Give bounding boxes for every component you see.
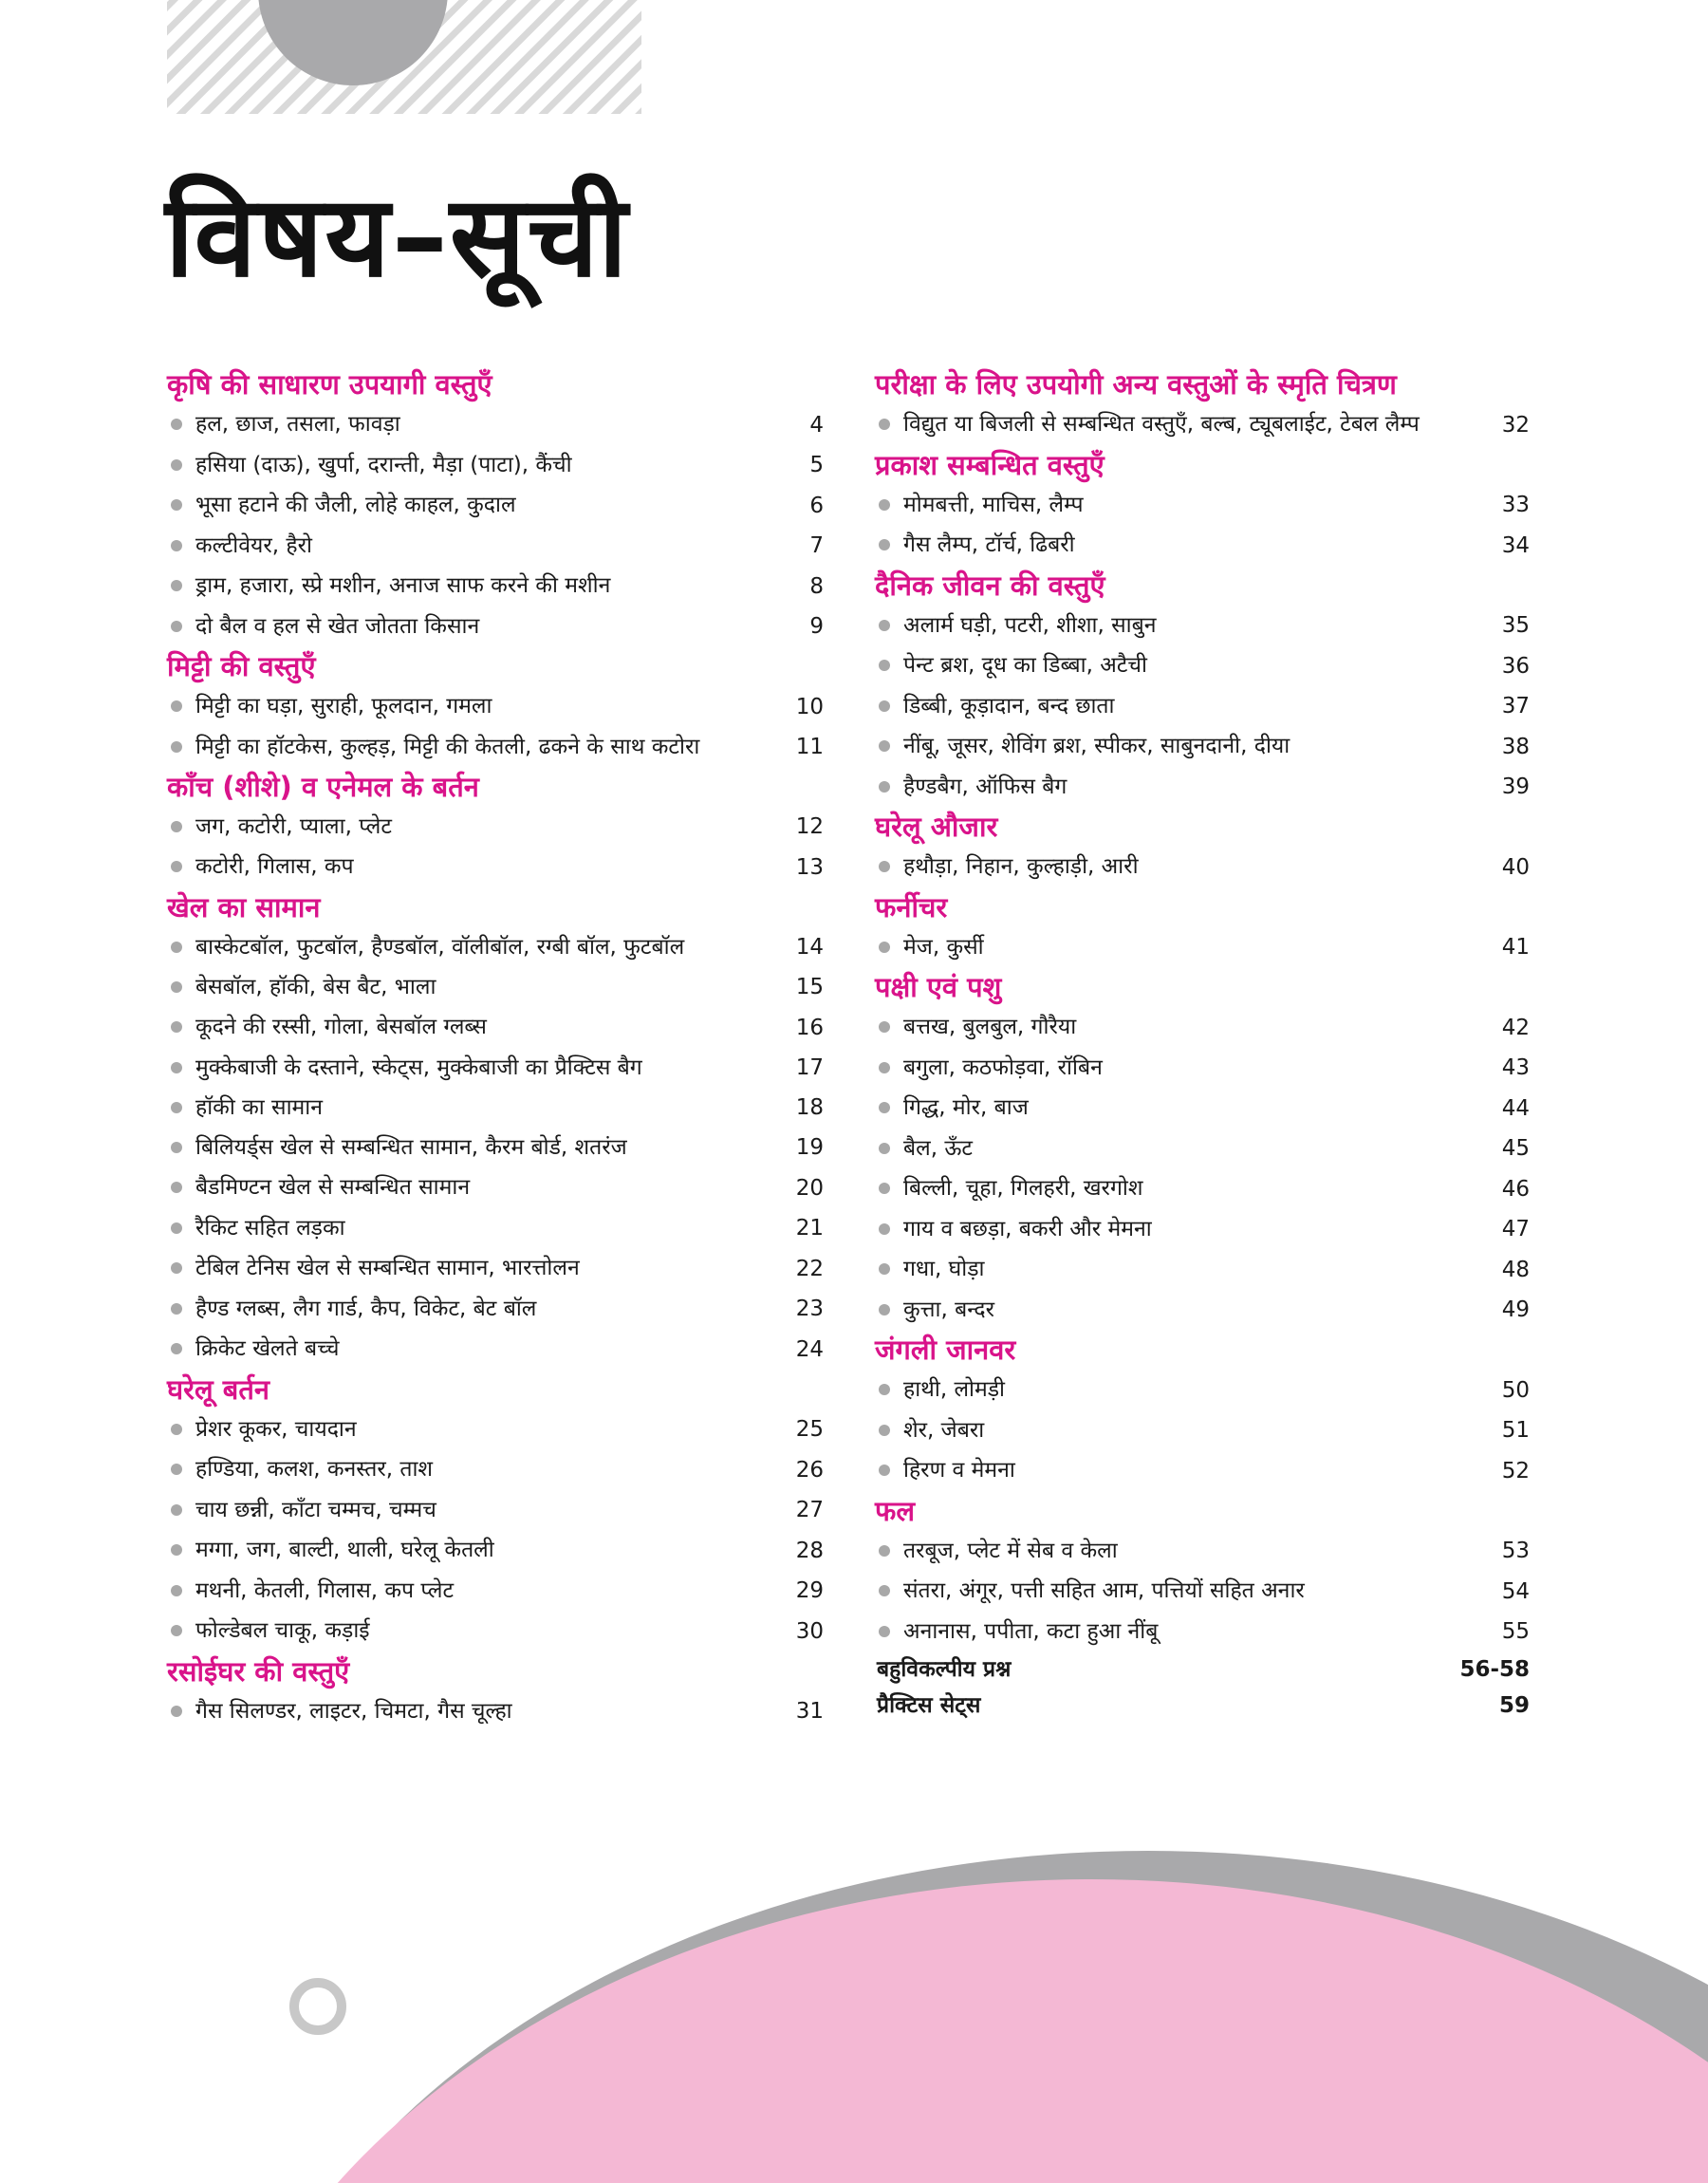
entry-text: तरबूज, प्लेट में सेब व केला xyxy=(903,1538,1118,1563)
entry-text: मथनी, केतली, गिलास, कप प्लेट xyxy=(195,1577,455,1603)
section-heading: फल xyxy=(875,1494,916,1527)
section-heading: घरेलू औजार xyxy=(875,811,998,843)
entry-text: कटोरी, गिलास, कप xyxy=(195,854,354,879)
toc-entry[interactable] xyxy=(167,1289,824,1330)
bullet-icon xyxy=(171,981,182,993)
toc-entry[interactable] xyxy=(167,566,824,606)
bullet-icon xyxy=(879,1062,890,1073)
bullet-icon xyxy=(171,1303,182,1315)
page-number: 40 xyxy=(1501,854,1530,880)
entry-text: विद्युत या बिजली से सम्बन्धित वस्तुएँ, बल्ब, ट्यूबलाईट, टेबल लैम्प xyxy=(903,412,1420,437)
ring-icon xyxy=(285,1973,351,2040)
page-number: 54 xyxy=(1501,1578,1530,1604)
bullet-icon xyxy=(171,1424,182,1435)
page-number: 4 xyxy=(809,412,824,438)
page-number: 21 xyxy=(795,1216,824,1241)
entry-text: बिलियर्ड्स खेल से सम्बन्धित सामान, कैरम बोर्ड, शतरंज xyxy=(195,1135,627,1160)
entry-text: गैस लैम्प, टॉर्च, ढिबरी xyxy=(903,532,1075,557)
entry-text: बेसबॉल, हॉकी, बेस बैट, भाला xyxy=(195,974,436,999)
bullet-icon xyxy=(171,419,182,430)
page-number: 28 xyxy=(795,1538,824,1563)
bullet-icon xyxy=(171,1343,182,1354)
section-heading: पक्षी एवं पशु xyxy=(875,971,1002,1003)
toc-entry[interactable] xyxy=(167,1530,824,1571)
page-number: 44 xyxy=(1501,1095,1530,1121)
bullet-icon xyxy=(879,1425,890,1436)
page-number: 46 xyxy=(1501,1176,1530,1202)
bullet-icon xyxy=(879,499,890,511)
toc-entry[interactable] xyxy=(875,1571,1530,1612)
page-number: 22 xyxy=(795,1256,824,1281)
section-heading: घरेलू बर्तन xyxy=(167,1372,269,1406)
toc-entry[interactable] xyxy=(167,485,824,526)
toc-entry[interactable] xyxy=(875,1531,1530,1572)
entry-text: कल्टीवेयर, हैरो xyxy=(195,532,312,558)
page-number: 36 xyxy=(1501,653,1530,679)
section-heading: प्रकाश सम्बन्धित वस्तुएँ xyxy=(875,448,1105,481)
toc-extra-entry[interactable] xyxy=(875,1688,1530,1724)
page-number: 13 xyxy=(795,854,824,880)
entry-text: भूसा हटाने की जैली, लोहे काहल, कुदाल xyxy=(195,493,516,517)
bullet-icon xyxy=(879,1304,890,1315)
page-number: 18 xyxy=(795,1095,824,1120)
bullet-icon xyxy=(879,1183,890,1194)
toc-entry[interactable] xyxy=(875,686,1530,727)
page-number: 25 xyxy=(795,1417,824,1442)
entry-text: शेर, जेबरा xyxy=(903,1417,985,1443)
page-number: 47 xyxy=(1501,1217,1530,1241)
toc-entry[interactable] xyxy=(875,1370,1530,1410)
entry-text: हाथी, लोमड़ी xyxy=(903,1377,1006,1402)
section-heading: खेल का सामान xyxy=(167,890,321,924)
extra-entry-text: बहुविकल्पीय प्रश्न xyxy=(877,1657,1012,1682)
entry-text: ड्राम, हजारा, स्प्रे मशीन, अनाज साफ करने की मशीन xyxy=(195,573,611,598)
toc-entry[interactable] xyxy=(167,1088,824,1129)
toc-entry[interactable] xyxy=(167,1208,824,1249)
toc-entry[interactable] xyxy=(875,1612,1530,1652)
entry-text: मिट्टी का हॉटकेस, कुल्हड़, मिट्टी की केतली, ढकने के साथ कटोरा xyxy=(195,734,700,759)
page-number: 8 xyxy=(809,573,824,599)
toc-entry[interactable] xyxy=(875,847,1530,887)
entry-text: हसिया (दाऊ), खुर्पा, दरान्ती, मैड़ा (पाटा), कैंची xyxy=(195,452,572,477)
page-number: 14 xyxy=(795,934,824,960)
toc-entry[interactable] xyxy=(875,726,1530,767)
entry-text: मुक्केबाजी के दस्ताने, स्केट्स, मुक्केबाजी का प्रैक्टिस बैग xyxy=(195,1054,642,1080)
entry-text: डिब्बी, कूड़ादान, बन्द छाता xyxy=(903,693,1115,718)
bullet-icon xyxy=(171,821,182,832)
bullet-icon xyxy=(171,540,182,551)
bullet-icon xyxy=(879,1545,890,1557)
bullet-icon xyxy=(171,1504,182,1516)
section-heading: जंगली जानवर xyxy=(875,1334,1016,1366)
bullet-icon xyxy=(879,1102,890,1113)
entry-text: गधा, घोड़ा xyxy=(903,1257,985,1281)
entry-text: हल, छाज, तसला, फावड़ा xyxy=(195,412,400,437)
bullet-icon xyxy=(171,1182,182,1193)
bullet-icon xyxy=(171,580,182,591)
bullet-icon xyxy=(171,1706,182,1717)
page-number: 33 xyxy=(1501,493,1530,517)
bullet-icon xyxy=(171,700,182,712)
toc-entry[interactable] xyxy=(875,1129,1530,1169)
bullet-icon xyxy=(879,740,890,752)
toc-entry[interactable] xyxy=(167,1449,824,1490)
page-number: 5 xyxy=(809,453,824,477)
entry-text: अनानास, पपीता, कटा हुआ नींबू xyxy=(903,1618,1159,1644)
toc-extra-entry[interactable] xyxy=(875,1651,1530,1688)
page-number: 45 xyxy=(1501,1136,1530,1161)
toc-entry[interactable] xyxy=(167,1248,824,1289)
top-stripe-decoration xyxy=(0,0,664,171)
toc-entry[interactable] xyxy=(167,967,824,1008)
page-number: 19 xyxy=(795,1135,824,1160)
entry-text: हैण्डबैग, ऑफिस बैग xyxy=(903,774,1068,799)
entry-text: जग, कटोरी, प्याला, प्लेट xyxy=(195,813,392,839)
page-number: 7 xyxy=(809,533,824,558)
entry-text: गाय व बछड़ा, बकरी और मेमना xyxy=(903,1216,1152,1241)
toc-entry[interactable] xyxy=(875,1007,1530,1048)
bottom-arc-decoration xyxy=(0,1851,1708,2183)
toc-entry[interactable] xyxy=(167,847,824,887)
entry-text: टेबिल टेनिस खेल से सम्बन्धित सामान, भारत्तोलन xyxy=(195,1256,580,1280)
entry-text: कूदने की रस्सी, गोला, बेसबॉल ग्लब्स xyxy=(195,1015,487,1039)
page-number: 24 xyxy=(795,1336,824,1362)
bullet-icon xyxy=(171,1464,182,1475)
toc-entry[interactable] xyxy=(875,1249,1530,1290)
toc-entry[interactable] xyxy=(875,1209,1530,1250)
bullet-icon xyxy=(879,660,890,671)
bullet-icon xyxy=(171,1544,182,1556)
bullet-icon xyxy=(879,1585,890,1596)
entry-text: संतरा, अंगूर, पत्ती सहित आम, पत्तियों सहित अनार xyxy=(903,1578,1305,1603)
entry-text: प्रेशर कूकर, चायदान xyxy=(195,1416,357,1442)
toc-entry[interactable] xyxy=(167,445,824,486)
entry-text: क्रिकेट खेलते बच्चे xyxy=(195,1336,340,1361)
bullet-icon xyxy=(879,781,890,793)
section-heading: दैनिक जीवन की वस्तुएँ xyxy=(875,569,1105,602)
bullet-icon xyxy=(879,1626,890,1637)
page-number: 32 xyxy=(1501,412,1530,438)
extra-entry-text: प्रैक्टिस सेट्स xyxy=(877,1693,981,1718)
page-number: 29 xyxy=(795,1578,824,1603)
entry-text: गैस सिलण्डर, लाइटर, चिमटा, गैस चूल्हा xyxy=(195,1698,512,1724)
toc-entry[interactable] xyxy=(167,526,824,567)
bullet-icon xyxy=(879,700,890,712)
page-number: 52 xyxy=(1501,1458,1530,1483)
bullet-icon xyxy=(879,1021,890,1033)
toc-entry[interactable] xyxy=(167,404,824,445)
bullet-icon xyxy=(879,1223,890,1235)
page-number: 9 xyxy=(809,614,824,639)
page-number: 15 xyxy=(795,975,824,999)
bullet-icon xyxy=(879,1263,890,1275)
page-number: 35 xyxy=(1501,613,1530,638)
toc-entry[interactable] xyxy=(167,1611,824,1651)
bullet-icon xyxy=(171,499,182,511)
toc-entry[interactable] xyxy=(875,1290,1530,1331)
section-heading: काँच (शीशे) व एनेमल के बर्तन xyxy=(167,770,479,803)
page-number: 41 xyxy=(1501,935,1530,960)
section-heading: रसोईघर की वस्तुएँ xyxy=(167,1654,350,1688)
entry-text: हण्डिया, कलश, कनस्तर, ताश xyxy=(195,1457,434,1482)
entry-text: बगुला, कठफोड़वा, रॉबिन xyxy=(903,1054,1103,1080)
entry-text: फोल्डेबल चाकू, कड़ाई xyxy=(195,1618,370,1643)
entry-text: बैडमिण्टन खेल से सम्बन्धित सामान xyxy=(195,1175,471,1200)
toc-entry[interactable] xyxy=(167,1409,824,1450)
entry-text: नींबू, जूसर, शेविंग ब्रश, स्पीकर, साबुनदानी, दीया xyxy=(903,734,1290,758)
section-heading: कृषि की साधारण उपयागी वस्तुएँ xyxy=(167,368,492,401)
bullet-icon xyxy=(171,861,182,872)
page-number: 10 xyxy=(795,694,824,719)
page-number: 49 xyxy=(1501,1297,1530,1322)
bullet-icon xyxy=(171,942,182,953)
entry-text: बत्तख, बुलबुल, गौरैया xyxy=(903,1015,1077,1039)
toc-left-column xyxy=(167,364,824,1731)
bullet-icon xyxy=(171,1062,182,1073)
entry-text: मिट्टी का घड़ा, सुराही, फूलदान, गमला xyxy=(195,694,492,718)
page-number: 56-58 xyxy=(1459,1657,1530,1682)
bullet-icon xyxy=(879,1465,890,1476)
toc-right-column xyxy=(875,364,1530,1724)
bullet-icon xyxy=(171,741,182,753)
entry-text: हैण्ड ग्लब्स, लैग गार्ड, कैप, विकेट, बेट बॉल xyxy=(195,1296,537,1321)
page-number: 43 xyxy=(1501,1055,1530,1080)
entry-text: मग्गा, जग, बाल्टी, थाली, घरेलू केतली xyxy=(195,1538,494,1562)
toc-entry[interactable] xyxy=(167,1571,824,1612)
bullet-icon xyxy=(171,459,182,471)
bullet-icon xyxy=(171,1142,182,1153)
entry-text: बास्केटबॉल, फुटबॉल, हैण्डबॉल, वॉलीबॉल, रग्बी बॉल, फुटबॉल xyxy=(195,934,685,960)
bullet-icon xyxy=(879,861,890,872)
toc-entry[interactable] xyxy=(875,606,1530,646)
bullet-icon xyxy=(879,1384,890,1395)
page-number: 27 xyxy=(795,1498,824,1522)
toc-entry[interactable] xyxy=(167,686,824,727)
bullet-icon xyxy=(171,1625,182,1636)
toc-entry[interactable] xyxy=(167,606,824,647)
toc-entry[interactable] xyxy=(167,1167,824,1208)
page-number: 16 xyxy=(795,1015,824,1040)
page-number: 12 xyxy=(795,814,824,839)
entry-text: गिद्ध, मोर, बाज xyxy=(903,1095,1029,1120)
page-number: 17 xyxy=(795,1054,824,1080)
page-number: 20 xyxy=(795,1175,824,1201)
entry-text: अलार्म घड़ी, पटरी, शीशा, साबुन xyxy=(903,612,1157,638)
entry-text: कुत्ता, बन्दर xyxy=(903,1297,994,1322)
toc-entry[interactable] xyxy=(167,1329,824,1370)
page-number: 6 xyxy=(809,493,824,518)
entry-text: पेन्ट ब्रश, दूध का डिब्बा, अटैची xyxy=(903,653,1147,678)
toc-entry[interactable] xyxy=(167,1490,824,1531)
page-title: विषय–सूची xyxy=(165,171,630,302)
toc-entry[interactable] xyxy=(875,1048,1530,1089)
page-number: 53 xyxy=(1501,1539,1530,1563)
page-number: 34 xyxy=(1501,532,1530,558)
toc-entry[interactable] xyxy=(875,1450,1530,1491)
toc-entry[interactable] xyxy=(167,807,824,848)
toc-entry[interactable] xyxy=(875,767,1530,808)
toc-entry[interactable] xyxy=(875,927,1530,968)
bullet-icon xyxy=(171,621,182,632)
bullet-icon xyxy=(171,1102,182,1113)
bullet-icon xyxy=(879,539,890,550)
page-number: 55 xyxy=(1501,1619,1530,1644)
bullet-icon xyxy=(171,1021,182,1033)
toc-entry[interactable] xyxy=(875,645,1530,686)
section-heading: फर्नीचर xyxy=(875,890,948,924)
page-number: 23 xyxy=(795,1297,824,1321)
bullet-icon xyxy=(171,1585,182,1596)
bullet-icon xyxy=(879,1143,890,1154)
page-number: 51 xyxy=(1501,1418,1530,1443)
toc-entry[interactable] xyxy=(875,1410,1530,1451)
bullet-icon xyxy=(879,942,890,953)
section-heading: परीक्षा के लिए उपयोगी अन्य वस्तुओं के स्मृति चित्रण xyxy=(875,368,1397,401)
page-number: 48 xyxy=(1501,1257,1530,1282)
entry-text: दो बैल व हल से खेत जोतता किसान xyxy=(195,613,480,639)
toc-entry[interactable] xyxy=(875,1168,1530,1209)
toc-entry[interactable] xyxy=(167,727,824,767)
toc-entry[interactable] xyxy=(875,485,1530,526)
toc-entry[interactable] xyxy=(167,1007,824,1048)
bullet-icon xyxy=(171,1262,182,1274)
entry-text: हथौड़ा, निहान, कुल्हाड़ी, आरी xyxy=(903,854,1139,879)
toc-entry[interactable] xyxy=(875,404,1530,445)
toc-entry[interactable] xyxy=(167,927,824,967)
page-number: 31 xyxy=(795,1699,824,1724)
page-number: 30 xyxy=(795,1618,824,1644)
bullet-icon xyxy=(171,1222,182,1234)
entry-text: हिरण व मेमना xyxy=(903,1458,1015,1483)
entry-text: बिल्ली, चूहा, गिलहरी, खरगोश xyxy=(903,1176,1143,1201)
toc-entry[interactable] xyxy=(875,1088,1530,1129)
page-number: 11 xyxy=(795,734,824,759)
toc-entry[interactable] xyxy=(875,525,1530,566)
page-number: 26 xyxy=(795,1457,824,1483)
entry-text: बैल, ऊँट xyxy=(903,1135,973,1161)
entry-text: चाय छन्नी, काँटा चम्मच, चम्मच xyxy=(195,1497,436,1522)
entry-text: हॉकी का सामान xyxy=(195,1094,324,1120)
page-number: 38 xyxy=(1501,734,1530,759)
entry-text: मोमबत्ती, माचिस, लैम्प xyxy=(903,492,1084,517)
page-number: 39 xyxy=(1501,774,1530,799)
page-number: 42 xyxy=(1501,1015,1530,1040)
entry-text: रैकिट सहित लड़का xyxy=(195,1215,345,1241)
page-number: 59 xyxy=(1498,1693,1530,1718)
toc-entry[interactable] xyxy=(167,1691,824,1732)
bullet-icon xyxy=(879,419,890,430)
page-number: 50 xyxy=(1501,1377,1530,1403)
page-number: 37 xyxy=(1501,694,1530,718)
bullet-icon xyxy=(879,620,890,631)
section-heading: मिट्टी की वस्तुएँ xyxy=(167,650,316,682)
entry-text: मेज, कुर्सी xyxy=(903,934,984,960)
toc-entry[interactable] xyxy=(167,1048,824,1088)
toc-entry[interactable] xyxy=(167,1128,824,1167)
